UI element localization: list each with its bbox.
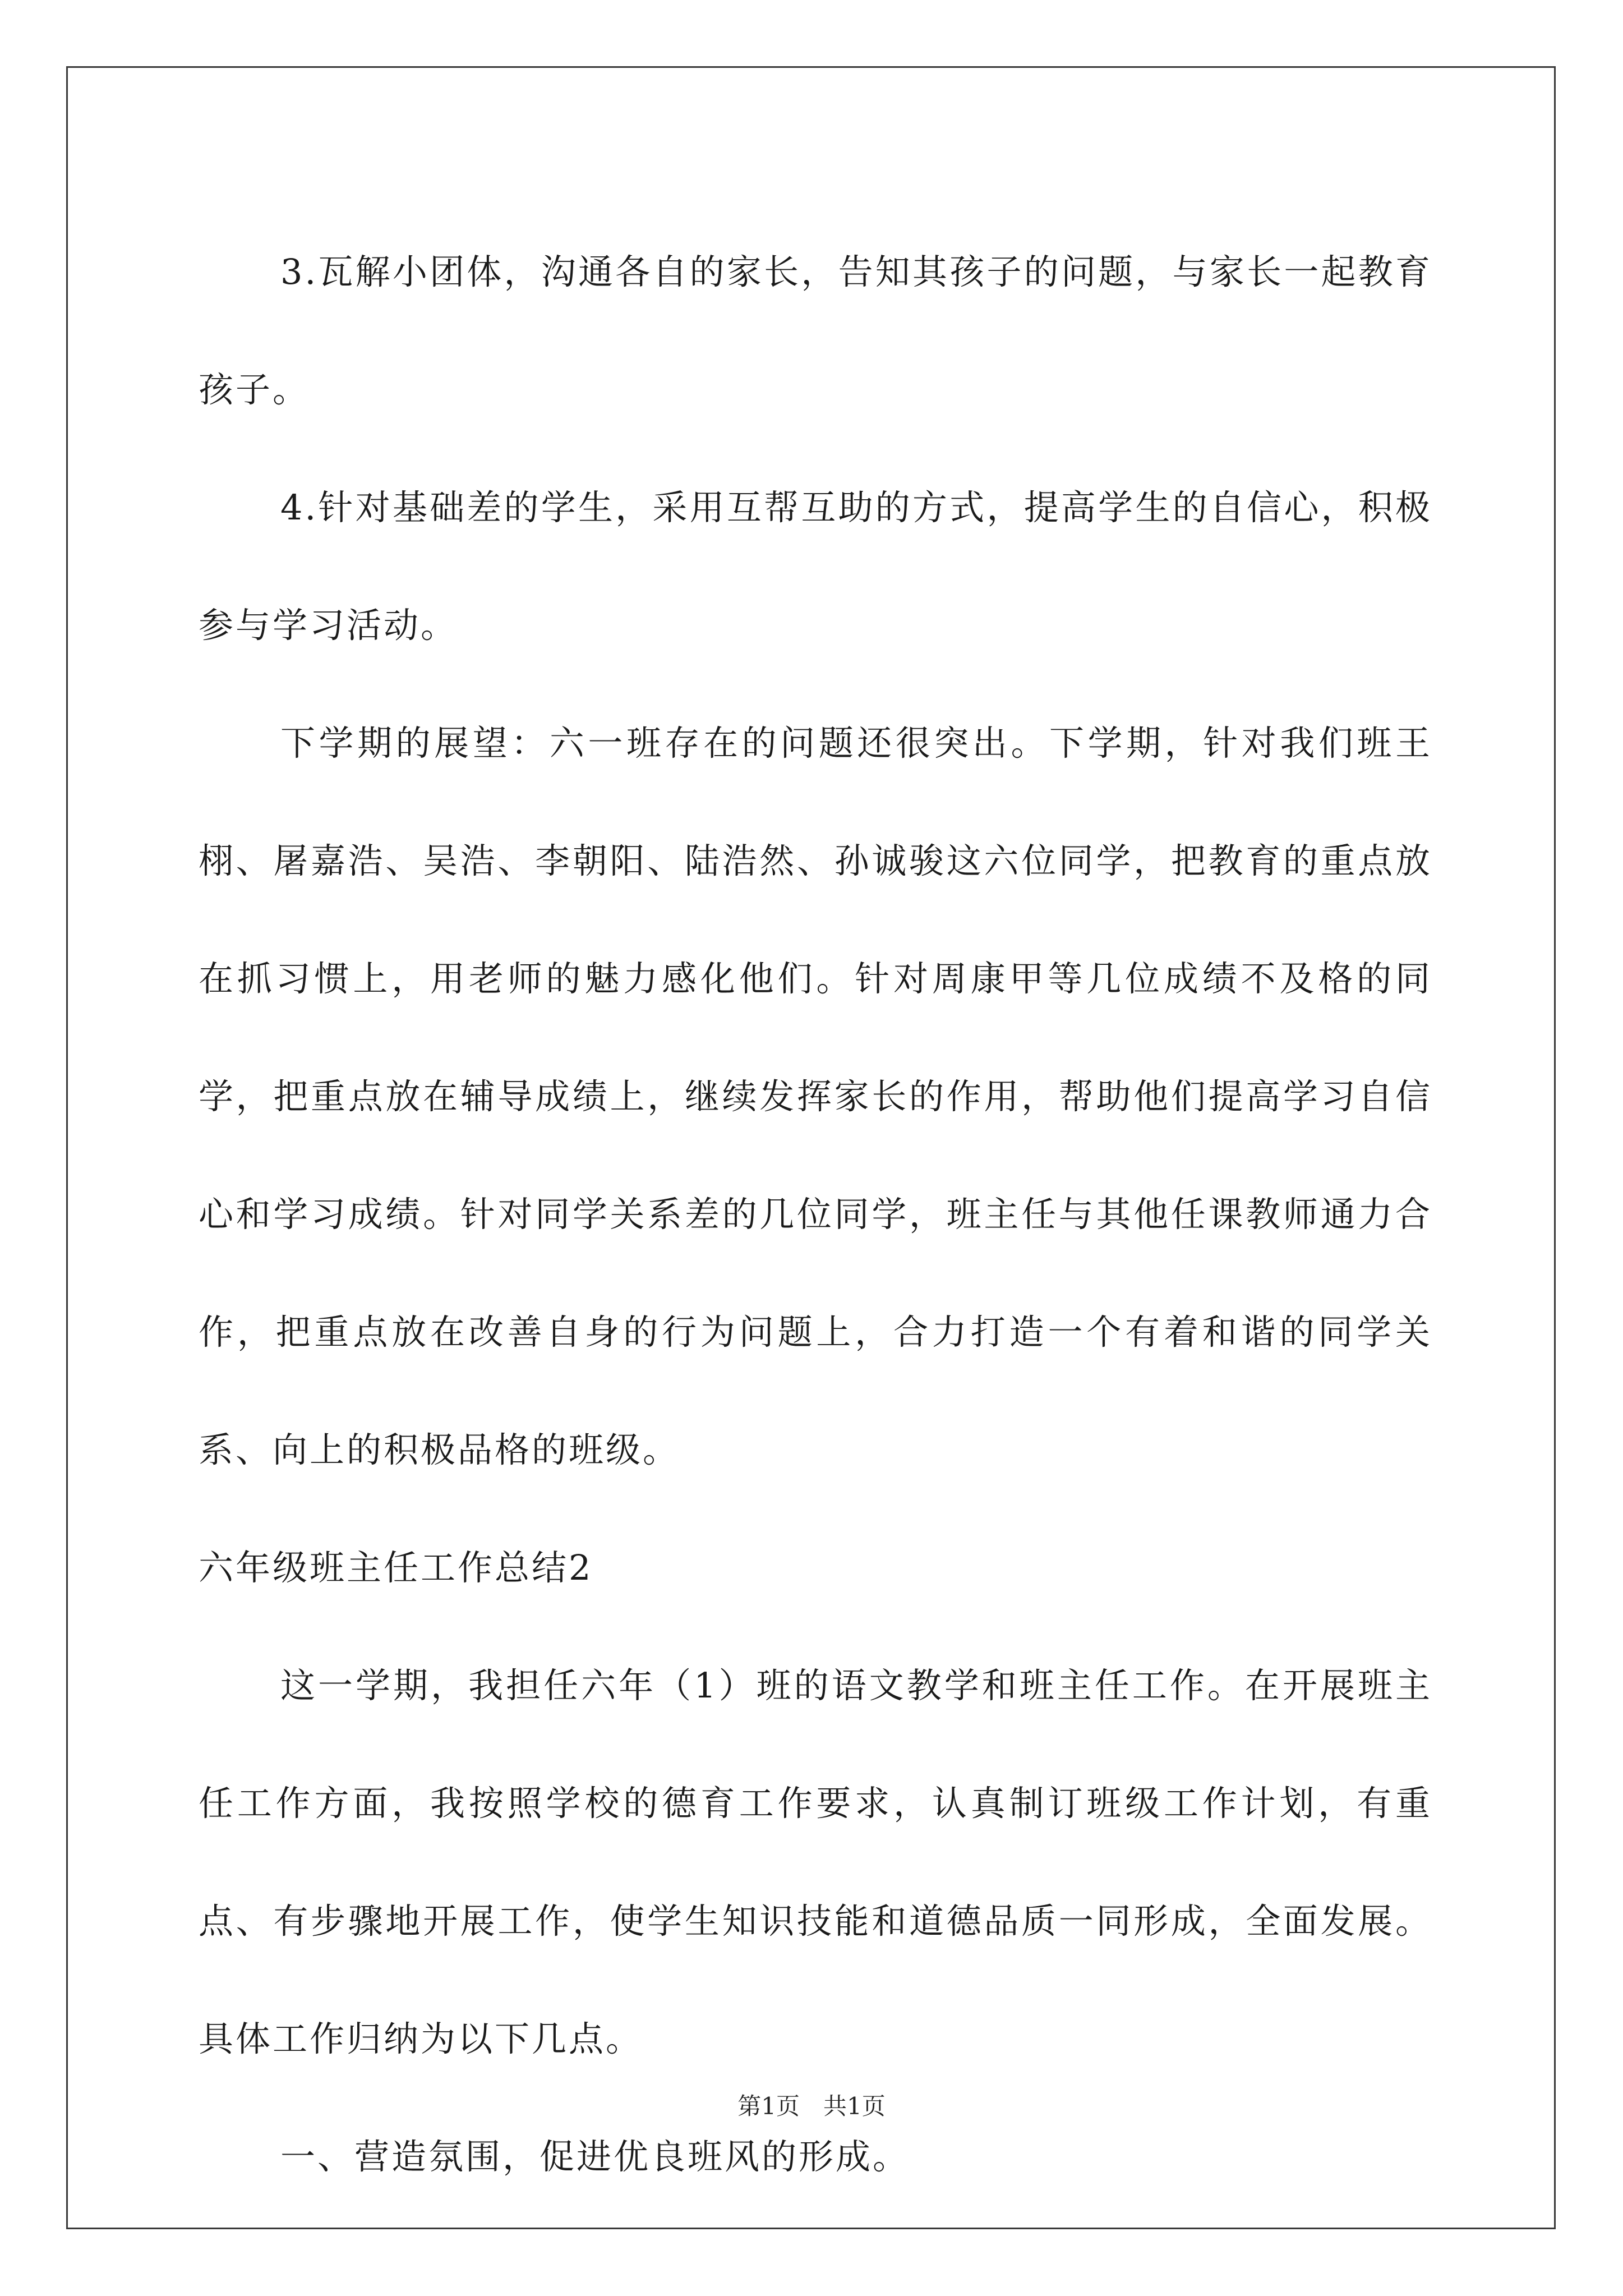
paragraph-point-one: 一、营造氛围，促进优良班风的形成。 xyxy=(280,2136,910,2177)
section-heading: 六年级班主任工作总结2 xyxy=(199,1547,593,1588)
paragraph-intro: 这一学期，我担任六年（1）班的语文教学和班主任工作。在开展班主任工作方面，我按照学校的德育工作要求，认真制订班级工作计划，有重点、有步骤地开展工作，使学生知识技能和道德品质一同形成，全面发展。具体工作归纳为以下几点。 xyxy=(199,1665,1432,2059)
paragraph-item-4: 4.针对基础差的学生，采用互帮互助的方式，提高学生的自信心，积极参与学习活动。 xyxy=(199,487,1432,646)
page-number-footer: 第1页 共1页 xyxy=(737,2092,886,2120)
paragraph-item-3: 3.瓦解小团体，沟通各自的家长，告知其孩子的问题，与家长一起教育孩子。 xyxy=(199,251,1432,410)
document-body xyxy=(199,213,1432,2216)
paragraph-outlook: 下学期的展望：六一班存在的问题还很突出。下学期，针对我们班王栩、屠嘉浩、吴浩、李朝阳、陆浩然、孙诚骏这六位同学，把教育的重点放在抓习惯上，用老师的魅力感化他们。针对周康甲等几位成绩不及格的同学，把重点放在辅导成绩上，继续发挥家长的作用，帮助他们提高学习自信心和学习成绩。针对同学关系差的几位同学，班主任与其他任课教师通力合作，把重点放在改善自身的行为问题上，合力打造一个有着和谐的同学关系、向上的积极品格的班级。 xyxy=(199,723,1432,1470)
